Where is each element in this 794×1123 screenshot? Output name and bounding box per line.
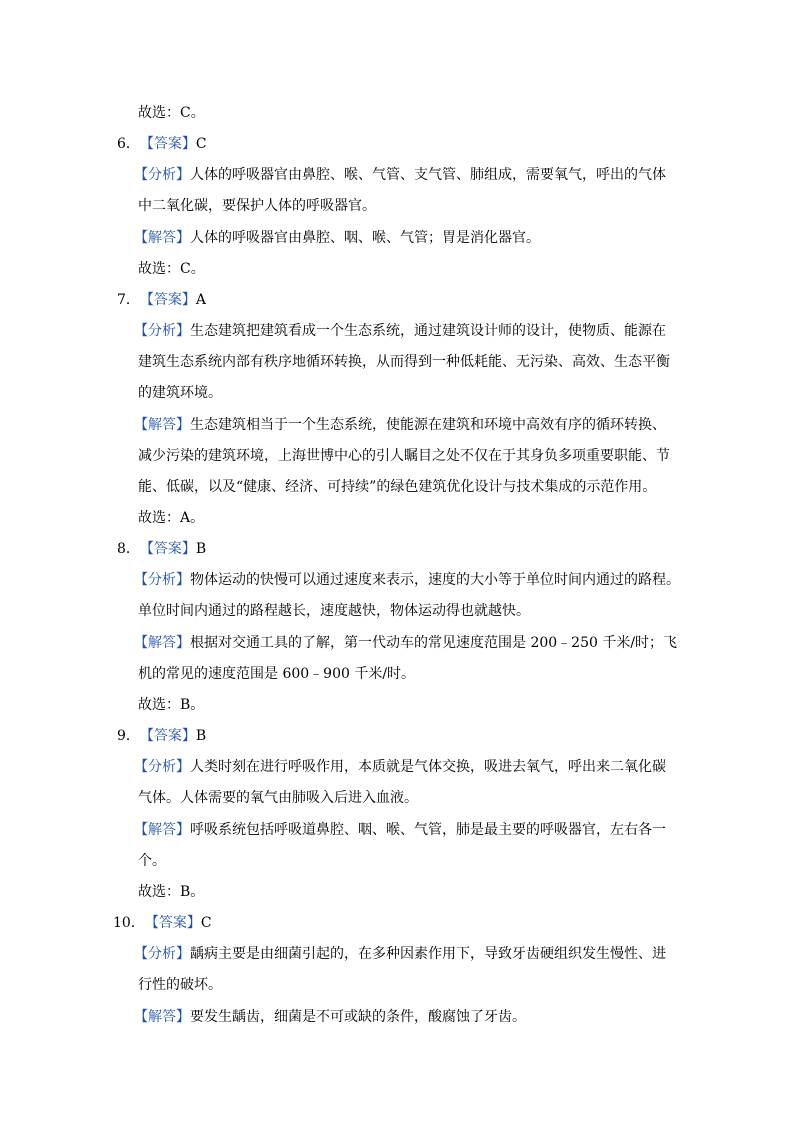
solution-tag: 【解答】 xyxy=(134,1009,190,1025)
solution-line-cont: 机的常见的速度范围是 600﹣900 千米/时。 xyxy=(138,666,416,682)
answer-tag: 【答案】 xyxy=(139,541,196,557)
analysis-line-cont: 气体。人体需要的氧气由肺吸入后进入血液。 xyxy=(138,790,418,806)
solution-tag: 【解答】 xyxy=(134,822,190,838)
answer-tag: 【答案】 xyxy=(139,728,196,744)
solution-line-cont: 减少污染的建筑环境，上海世博中心的引人瞩目之处不仅在于其身负多项重要职能、节 xyxy=(138,448,670,464)
analysis-line: 【分析】人类时刻在进行呼吸作用，本质就是气体交换，吸进去氧气，呼出来二氧化碳 xyxy=(134,759,666,775)
answer-tag: 【答案】 xyxy=(144,915,201,931)
choice-line: 故选：C。 xyxy=(138,261,205,277)
analysis-tag: 【分析】 xyxy=(134,323,190,339)
choice-line: 故选：B。 xyxy=(138,884,205,900)
analysis-line-cont: 建筑生态系统内部有秩序地循环转换，从而得到一种低耗能、无污染、高效、生态平衡 xyxy=(138,354,670,370)
solution-tag: 【解答】 xyxy=(134,230,190,246)
solution-line: 【解答】生态建筑相当于一个生态系统，使能源在建筑和环境中高效有序的循环转换、 xyxy=(134,417,666,433)
analysis-tag: 【分析】 xyxy=(134,759,190,775)
answer-value: B xyxy=(195,541,207,557)
analysis-line: 【分析】龋病主要是由细菌引起的，在多种因素作用下，导致牙齿硬组织发生慢性、进 xyxy=(134,946,666,962)
analysis-line: 【分析】生态建筑把建筑看成一个生态系统，通过建筑设计师的设计，使物质、能源在 xyxy=(134,323,666,339)
answer-line-q8 xyxy=(117,539,206,559)
analysis-line: 【分析】人体的呼吸器官由鼻腔、喉、气管、支气管、肺组成，需要氧气，呼出的气体 xyxy=(134,167,666,183)
solution-line-cont: 个。 xyxy=(138,853,166,869)
solution-line: 【解答】根据对交通工具的了解，第一代动车的常见速度范围是 200﹣250 千米/时；飞 xyxy=(134,635,678,651)
answer-line-q6 xyxy=(117,134,207,154)
analysis-line-cont: 单位时间内通过的路程越长，速度越快，物体运动得也就越快。 xyxy=(138,603,530,619)
analysis-line-cont: 中二氧化碳，要保护人体的呼吸器官。 xyxy=(138,198,376,214)
solution-line: 【解答】呼吸系统包括呼吸道鼻腔、咽、喉、气管，肺是最主要的呼吸器官，左右各一 xyxy=(134,822,666,838)
analysis-line-cont: 的建筑环境。 xyxy=(138,385,222,401)
solution-line-cont: 能、低碳，以及“健康、经济、可持续”的绿色建筑优化设计与技术集成的示范作用。 xyxy=(138,479,657,495)
answer-tag: 【答案】 xyxy=(139,292,196,308)
solution-line: 【解答】要发生龋齿，细菌是不可或缺的条件，酸腐蚀了牙齿。 xyxy=(134,1009,526,1025)
analysis-line-cont: 行性的破坏。 xyxy=(138,977,222,993)
answer-line-q10 xyxy=(113,913,212,933)
solution-tag: 【解答】 xyxy=(134,417,190,433)
answer-value: C xyxy=(195,136,207,152)
analysis-tag: 【分析】 xyxy=(134,572,190,588)
question-number: 6． xyxy=(117,136,140,152)
answer-value: B xyxy=(195,728,207,744)
choice-line: 故选：C。 xyxy=(138,105,205,121)
answer-value: A xyxy=(195,292,207,308)
analysis-line: 【分析】物体运动的快慢可以通过速度来表示，速度的大小等于单位时间内通过的路程。 xyxy=(134,572,680,588)
choice-line: 故选：A。 xyxy=(138,510,205,526)
answer-line-q7 xyxy=(117,290,206,310)
analysis-tag: 【分析】 xyxy=(134,946,190,962)
solution-line: 【解答】人体的呼吸器官由鼻腔、咽、喉、气管；胃是消化器官。 xyxy=(134,230,540,246)
analysis-tag: 【分析】 xyxy=(134,167,190,183)
answer-line-q9 xyxy=(117,726,206,746)
question-number: 10． xyxy=(113,915,145,931)
answer-tag: 【答案】 xyxy=(139,136,196,152)
question-number: 8． xyxy=(117,541,140,557)
question-number: 9． xyxy=(117,728,140,744)
answer-value: C xyxy=(200,915,212,931)
choice-line: 故选：B。 xyxy=(138,697,205,713)
question-number: 7． xyxy=(117,292,140,308)
solution-tag: 【解答】 xyxy=(134,635,190,651)
